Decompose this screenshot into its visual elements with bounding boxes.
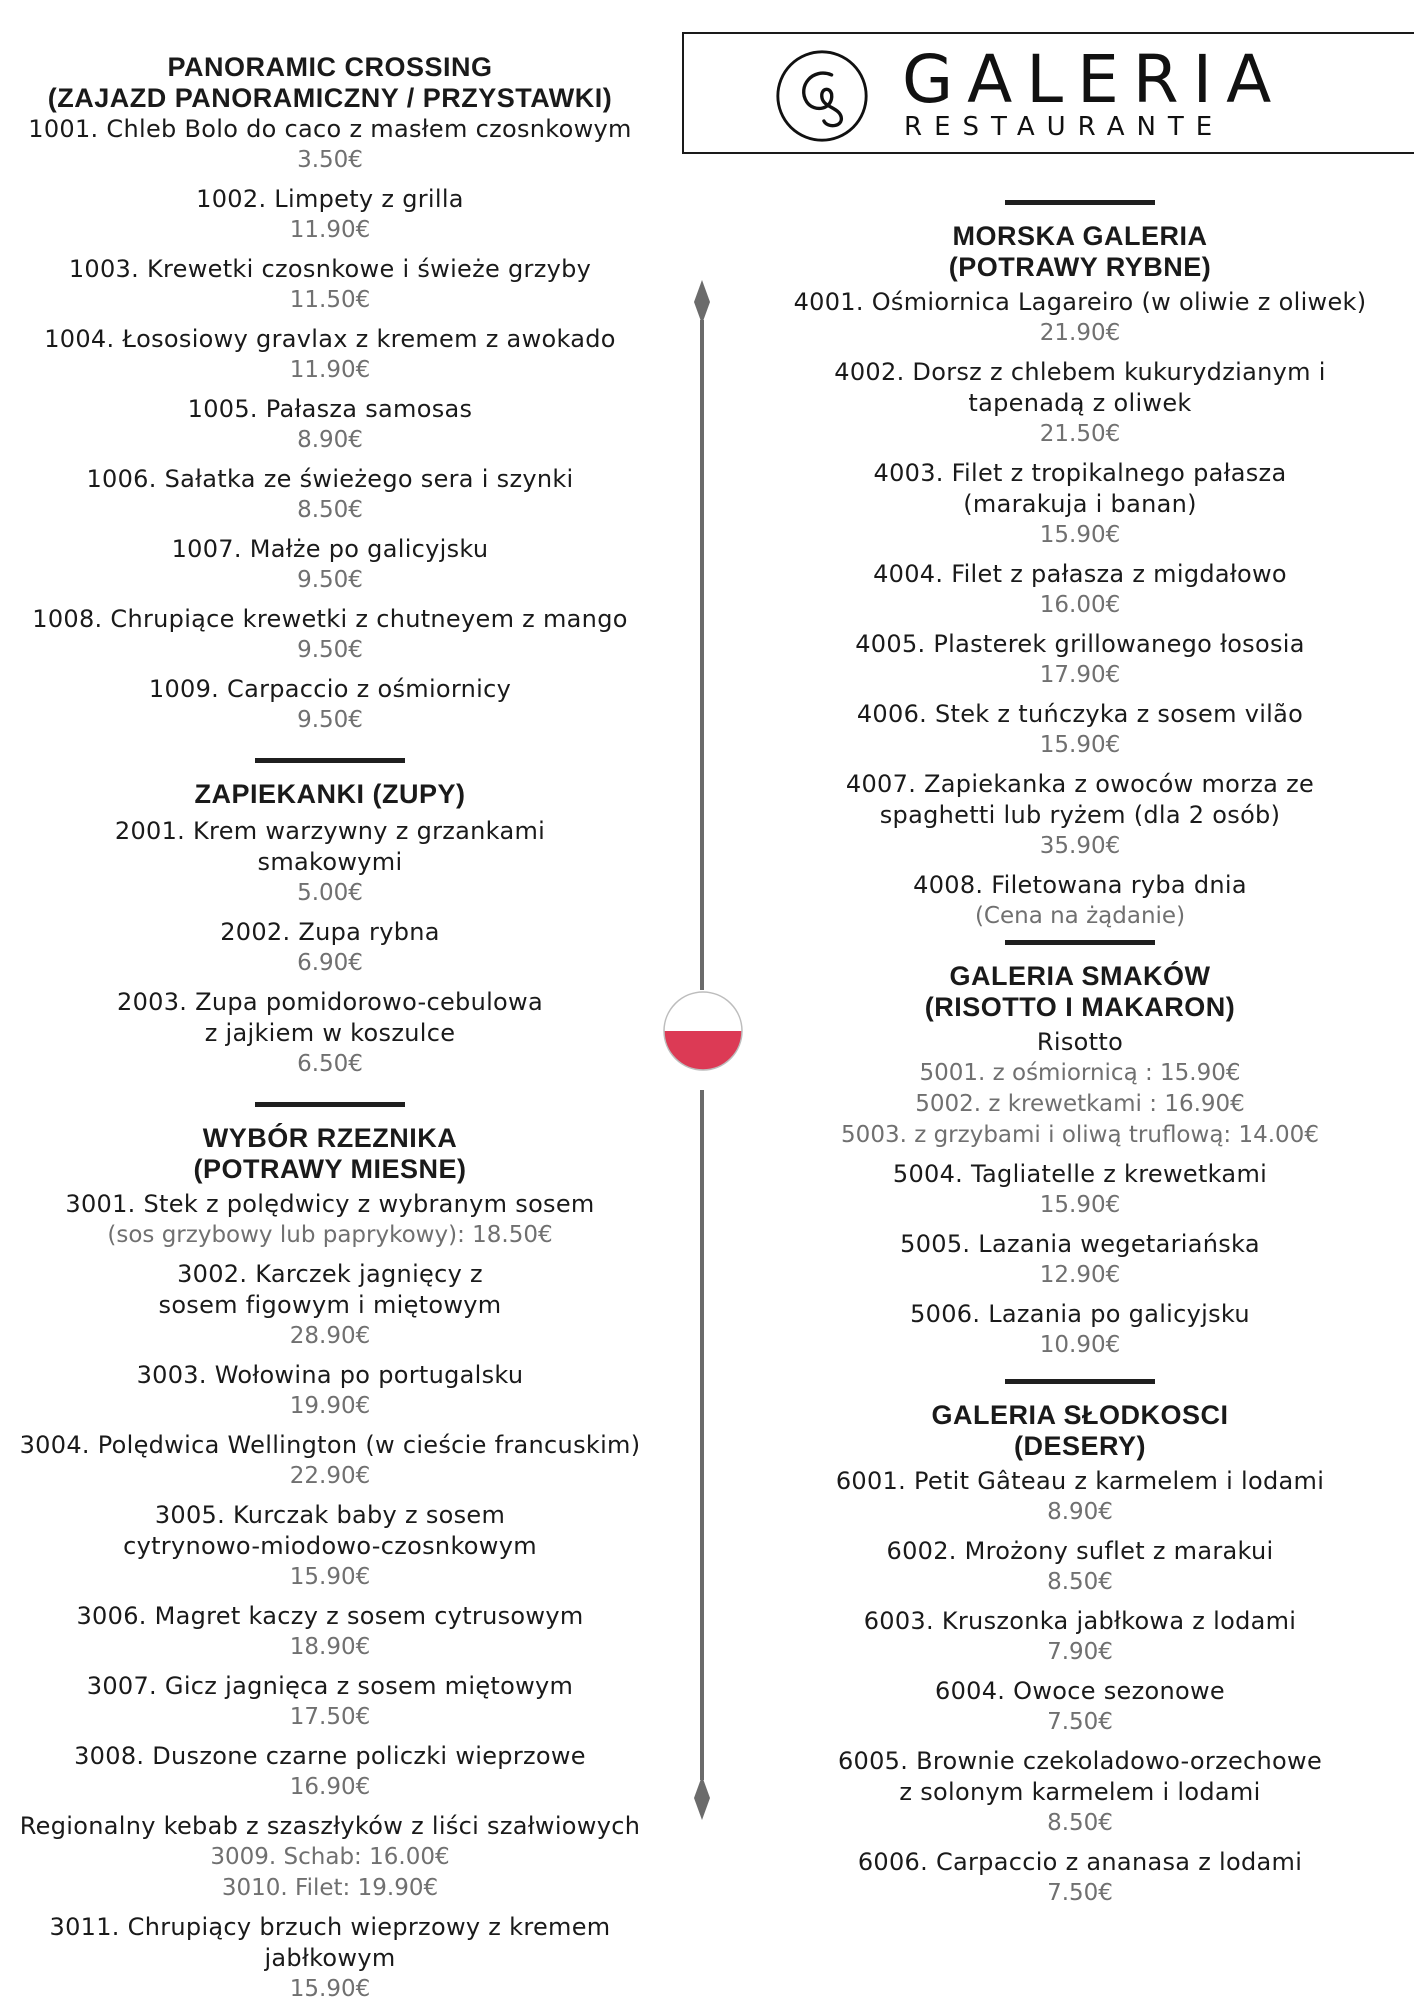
menu-item [0, 604, 660, 666]
menu-item-price: 12.90€ [1039, 1262, 1121, 1288]
menu-item [0, 254, 660, 316]
menu-item [760, 559, 1400, 621]
menu-item-price: 9.50€ [297, 637, 363, 663]
menu-item-name: Regionalny kebab z szaszłyków z liści szałwiowych [19, 1812, 641, 1840]
menu-item-price: 15.90€ [1039, 732, 1121, 758]
menu-item-price: 8.50€ [297, 497, 363, 523]
menu-item [760, 1606, 1400, 1668]
menu-item-price: 8.90€ [1047, 1499, 1113, 1525]
menu-item-price: 7.90€ [1047, 1639, 1113, 1665]
menu-item-price: 21.50€ [1039, 421, 1121, 447]
menu-item-name: 1009. Carpaccio z ośmiornicy [148, 675, 512, 703]
menu-item-price: 15.90€ [1039, 522, 1121, 548]
menu-item-name: 1001. Chleb Bolo do caco z masłem czosnkowym [28, 115, 632, 143]
menu-item [0, 987, 660, 1080]
menu-item-name: 2001. Krem warzywny z grzankami smakowymi [114, 817, 546, 876]
risotto-label: Risotto [1036, 1028, 1124, 1056]
menu-item [760, 1847, 1400, 1909]
menu-item [0, 1360, 660, 1422]
menu-item [760, 699, 1400, 761]
menu-item-name: 3005. Kurczak baby z sosem cytrynowo-miodowo-czosnkowym [123, 1501, 537, 1560]
menu-item-name: 6004. Owoce sezonowe [935, 1677, 1225, 1705]
section-title: WYBÓR RZEZNIKA (POTRAWY MIESNE) [193, 1123, 467, 1184]
menu-item [760, 1159, 1400, 1221]
left-column [0, 52, 660, 2013]
menu-item-name: 3008. Duszone czarne policzki wieprzowe [74, 1742, 586, 1770]
menu-item [0, 1601, 660, 1663]
menu-item-name: 1003. Krewetki czosnkowe i świeże grzyby [68, 255, 592, 283]
right-column [760, 200, 1400, 1917]
menu-item-price: 3.50€ [297, 147, 363, 173]
menu-item-price: 28.90€ [289, 1323, 371, 1349]
section-title: PANORAMIC CROSSING (ZAJAZD PANORAMICZNY / PRZYSTAWKI) [47, 52, 613, 113]
menu-item-name: 3003. Wołowina po portugalsku [136, 1361, 524, 1389]
menu-item [760, 870, 1400, 932]
menu-item [0, 1912, 660, 2005]
section-title: ZAPIEKANKI (ZUPY) [194, 779, 466, 809]
menu-item [760, 287, 1400, 349]
menu-item-name: 5005. Lazania wegetariańska [900, 1230, 1260, 1258]
menu-item [0, 394, 660, 456]
section-divider [1005, 940, 1155, 945]
menu-item [0, 1671, 660, 1733]
menu-item-name: 1005. Pałasza samosas [187, 395, 473, 423]
menu-item-name: 6001. Petit Gâteau z karmelem i lodami [835, 1467, 1325, 1495]
section-title: MORSKA GALERIA (POTRAWY RYBNE) [948, 221, 1212, 282]
menu-item-price: 17.50€ [289, 1704, 371, 1730]
menu-item-price: 15.90€ [289, 1564, 371, 1590]
item-list [0, 114, 660, 736]
menu-item-name: 4001. Ośmiornica Lagareiro (w oliwie z oliwek) [793, 288, 1367, 316]
menu-item-price: 9.50€ [297, 567, 363, 593]
logo-header [682, 32, 1414, 154]
menu-item-price: 35.90€ [1039, 833, 1121, 859]
menu-item-name: 3011. Chrupiący brzuch wieprzowy z kremem jabłkowym [49, 1913, 611, 1972]
section-meat [0, 1123, 660, 2005]
section-title: GALERIA SŁODKOSCI (DESERY) [931, 1400, 1229, 1461]
menu-item-price: 3009. Schab: 16.00€ 3010. Filet: 19.90€ [210, 1844, 450, 1901]
menu-item-name: 3004. Polędwica Wellington (w cieście francuskim) [19, 1431, 641, 1459]
menu-item [0, 464, 660, 526]
menu-item [0, 1259, 660, 1352]
menu-item-price: 8.50€ [1047, 1569, 1113, 1595]
menu-item-price: 15.90€ [1039, 1192, 1121, 1218]
menu-item [0, 1189, 660, 1251]
menu-item-name: 1008. Chrupiące krewetki z chutneyem z mango [32, 605, 628, 633]
menu-item-price: 17.90€ [1039, 662, 1121, 688]
menu-item-price: 10.90€ [1039, 1332, 1121, 1358]
risotto-option: 5002. z krewetkami : 16.90€ [915, 1091, 1245, 1117]
menu-item-price: 21.90€ [1039, 320, 1121, 346]
menu-item [760, 357, 1400, 450]
section-pasta [760, 961, 1400, 1361]
brand-tagline: RESTAURANTE [904, 112, 1225, 142]
menu-item-name: 4002. Dorsz z chlebem kukurydzianym i tapenadą z oliwek [834, 358, 1326, 417]
menu-item [0, 1500, 660, 1593]
menu-item-price: 11.50€ [289, 287, 371, 313]
menu-item-price: 15.90€ [289, 1976, 371, 2002]
menu-item-name: 4006. Stek z tuńczyka z sosem vilão [856, 700, 1304, 728]
risotto-option: 5001. z ośmiornicą : 15.90€ [919, 1060, 1241, 1086]
menu-item [0, 324, 660, 386]
menu-item [760, 1229, 1400, 1291]
menu-item [0, 1741, 660, 1803]
section-fish [760, 221, 1400, 932]
item-list [0, 816, 660, 1080]
menu-item [760, 769, 1400, 862]
section-divider [255, 758, 405, 763]
menu-item [760, 1746, 1400, 1839]
menu-item [0, 674, 660, 736]
menu-item [0, 184, 660, 246]
menu-item-name: 1004. Łososiowy gravlax z kremem z awokado [44, 325, 616, 353]
menu-item [0, 1430, 660, 1492]
menu-item-name: 3002. Karczek jagnięcy z sosem figowym i miętowym [158, 1260, 502, 1319]
logo-monogram-icon [774, 48, 870, 144]
menu-item-price: 7.50€ [1047, 1880, 1113, 1906]
menu-item-name: 2003. Zupa pomidorowo-cebulowa z jajkiem w koszulce [117, 988, 543, 1047]
menu-item-name: 1002. Limpety z grilla [196, 185, 464, 213]
section-divider [1005, 200, 1155, 205]
menu-item [760, 1676, 1400, 1738]
menu-item [0, 114, 660, 176]
menu-item-name: 6005. Brownie czekoladowo-orzechowe z solonym karmelem i lodami [837, 1747, 1323, 1806]
menu-item [0, 1811, 660, 1904]
menu-item-name: 4008. Filetowana ryba dnia [913, 871, 1247, 899]
section-divider [255, 1102, 405, 1107]
menu-item-price: 8.50€ [1047, 1810, 1113, 1836]
section-soups [0, 779, 660, 1080]
menu-item-name: 5006. Lazania po galicyjsku [910, 1300, 1250, 1328]
menu-item-price: 18.90€ [289, 1634, 371, 1660]
menu-item [760, 1299, 1400, 1361]
menu-item-name: 2002. Zupa rybna [220, 918, 440, 946]
menu-item [760, 1536, 1400, 1598]
item-list [0, 1189, 660, 2005]
menu-item-price: 8.90€ [297, 427, 363, 453]
menu-item-name: 6003. Kruszonka jabłkowa z lodami [863, 1607, 1297, 1635]
section-desserts [760, 1400, 1400, 1909]
item-list [760, 1159, 1400, 1361]
menu-item [760, 1466, 1400, 1528]
menu-item [0, 534, 660, 596]
menu-item-name: 4004. Filet z pałasza z migdałowo [873, 560, 1287, 588]
menu-item-name: 1007. Małże po galicyjsku [171, 535, 489, 563]
menu-item-name: 6006. Carpaccio z ananasa z lodami [857, 1848, 1303, 1876]
menu-item-name: 4005. Plasterek grillowanego łososia [855, 630, 1305, 658]
risotto-list [760, 1058, 1400, 1151]
menu-item-price: 9.50€ [297, 707, 363, 733]
menu-item-name: 4003. Filet z tropikalnego pałasza (marakuja i banan) [873, 459, 1287, 518]
menu-item-name: 3006. Magret kaczy z sosem cytrusowym [76, 1602, 584, 1630]
menu-item-name: 4007. Zapiekanka z owoców morza ze spaghetti lub ryżem (dla 2 osób) [845, 770, 1315, 829]
menu-item [760, 629, 1400, 691]
menu-item-name: 3007. Gicz jagnięca z sosem miętowym [86, 1672, 574, 1700]
menu-item-price: 11.90€ [289, 357, 371, 383]
brand-name: GALERIA [902, 41, 1286, 118]
menu-item-name: 5004. Tagliatelle z krewetkami [892, 1160, 1268, 1188]
menu-item-price: 22.90€ [289, 1463, 371, 1489]
menu-item [0, 816, 660, 909]
menu-item-price: 6.90€ [297, 950, 363, 976]
menu-item-price: (Cena na żądanie) [974, 903, 1186, 929]
menu-item-name: 6002. Mrożony suflet z marakui [886, 1537, 1274, 1565]
item-list [760, 1466, 1400, 1909]
polish-flag-icon [662, 990, 744, 1072]
menu-item [0, 917, 660, 979]
section-divider [1005, 1379, 1155, 1384]
menu-item-price: 5.00€ [297, 880, 363, 906]
menu-item-name: 3001. Stek z polędwicy z wybranym sosem [65, 1190, 595, 1218]
section-title: GALERIA SMAKÓW (RISOTTO I MAKARON) [924, 961, 1236, 1022]
menu-item-price: 16.90€ [289, 1774, 371, 1800]
section-starters [0, 52, 660, 736]
menu-item-name: 1006. Sałatka ze świeżego sera i szynki [86, 465, 574, 493]
menu-item-price: 19.90€ [289, 1393, 371, 1419]
risotto-option: 5003. z grzybami i oliwą truflową: 14.00€ [841, 1122, 1319, 1148]
item-list [760, 287, 1400, 932]
menu-item-price: 11.90€ [289, 217, 371, 243]
menu-item-price: 6.50€ [297, 1051, 363, 1077]
menu-item-price: 16.00€ [1039, 592, 1121, 618]
menu-item-price: (sos grzybowy lub paprykowy): 18.50€ [107, 1222, 553, 1248]
menu-item-price: 7.50€ [1047, 1709, 1113, 1735]
menu-item [760, 458, 1400, 551]
